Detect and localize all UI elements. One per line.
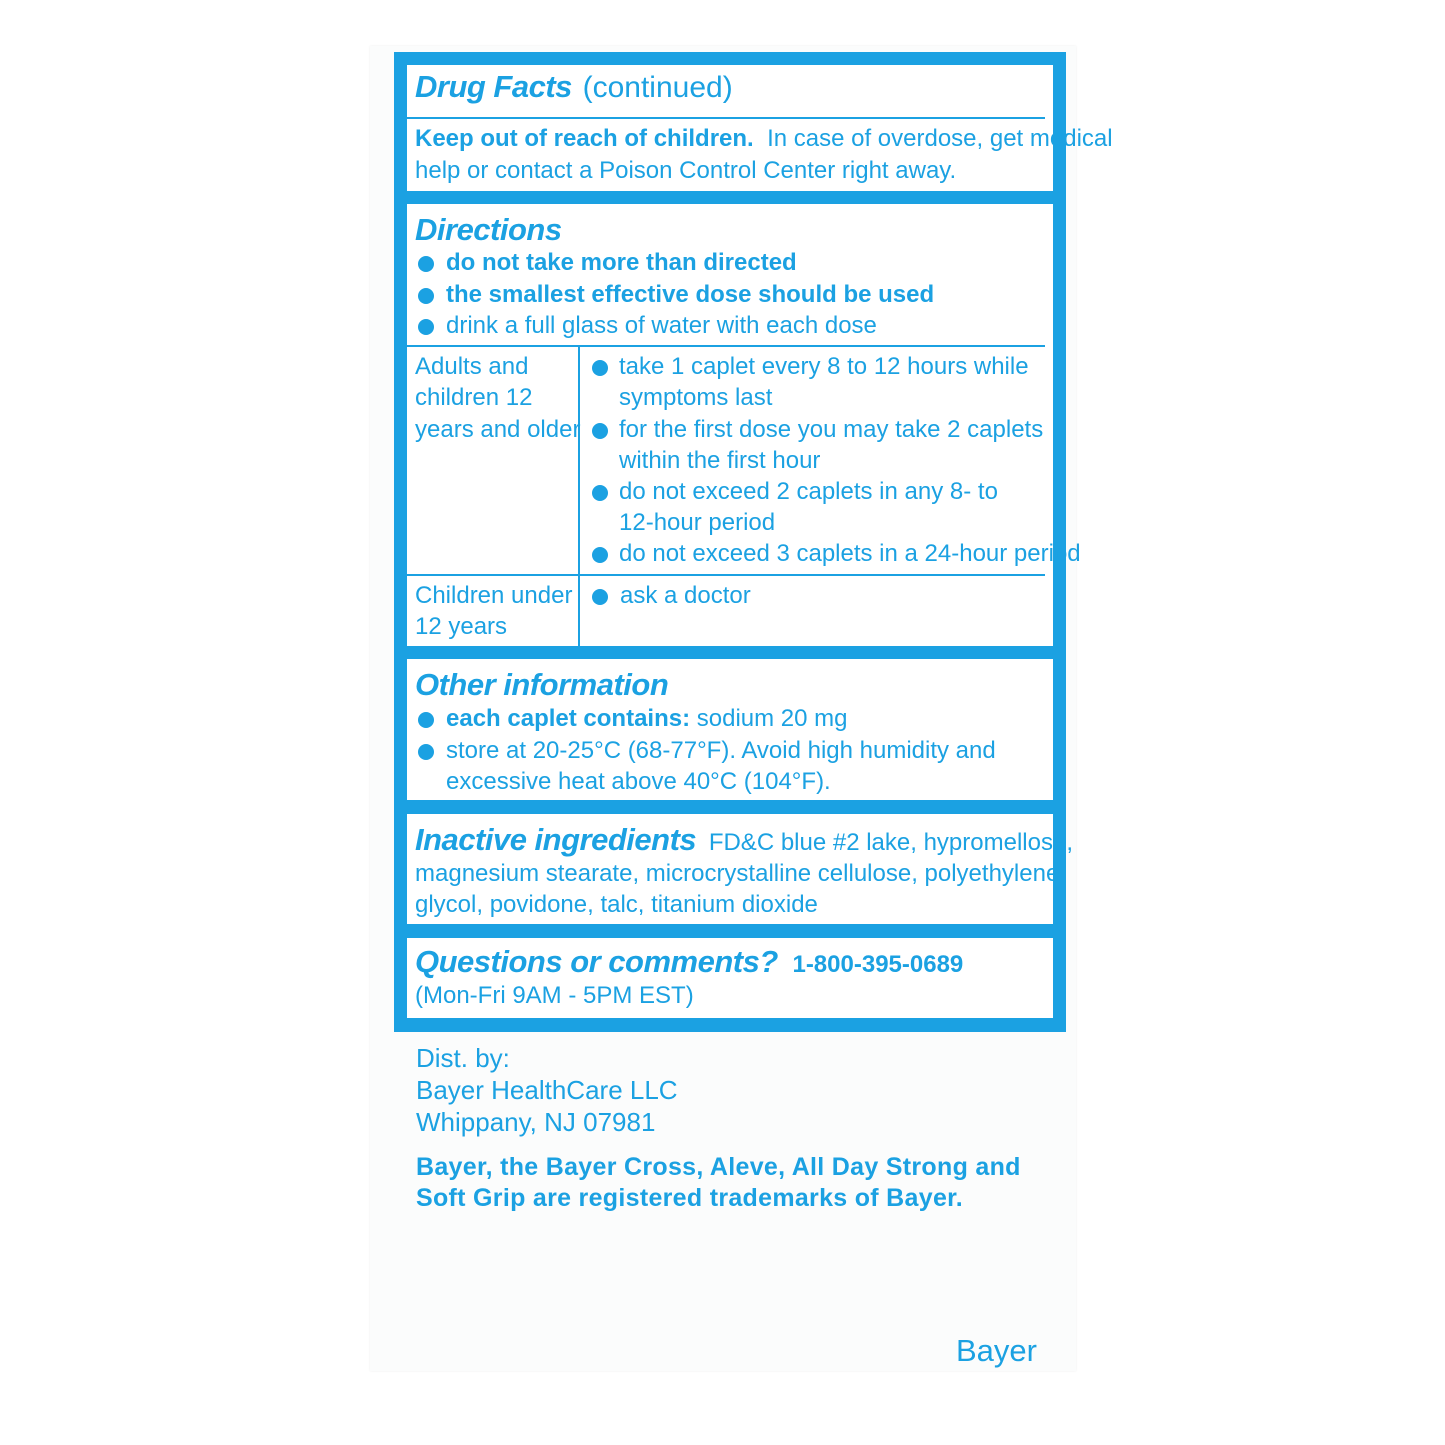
header-divider [407,117,1045,119]
bullet-icon [592,360,608,376]
inactive-ingredients-line-2: magnesium stearate, microcrystalline cellulose, polyethylene [415,860,1060,887]
adults-label-2: children 12 [415,384,533,411]
adults-dose-line: 12-hour period [619,509,776,536]
other-information-heading: Other information [415,667,669,702]
inactive-ingredients-line-3: glycol, povidone, talc, titanium dioxide [415,891,818,918]
directions-panel [407,204,1081,646]
bullet-icon [418,256,434,272]
brand-logo: Bayer [956,1333,1037,1368]
questions-heading: Questions or comments? [415,944,778,979]
children-label-1: Children under [415,582,573,609]
adults-dose-line: take 1 caplet every 8 to 12 hours while [619,353,1029,380]
table-top-rule [407,345,1045,347]
bullet-icon [418,712,434,728]
keep-out-heading: Keep out of reach of children. [415,125,754,152]
bullet-icon [418,319,434,335]
bullet-icon [592,423,608,439]
storage-line-2: excessive heat above 40°C (104°F). [446,768,831,795]
inactive-ingredients-heading: Inactive ingredients [415,822,697,857]
drug-facts-header-panel [407,65,1113,191]
adults-dose-line: within the first hour [619,447,821,474]
drug-facts-title: Drug Facts [415,69,572,104]
trademark-line-2: Soft Grip are registered trademarks of Bayer. [416,1184,964,1212]
questions-hours: (Mon-Fri 9AM - 5PM EST) [415,982,694,1009]
caplet-contains-label: each caplet contains: [446,705,691,732]
table-column-divider [578,345,580,646]
adults-dose-line: do not exceed 3 caplets in a 24-hour period [619,540,1081,567]
bullet-icon [418,744,434,760]
trademark-line-1: Bayer, the Bayer Cross, Aleve, All Day Strong and [416,1153,1021,1181]
distributor-line-3: Whippany, NJ 07981 [416,1107,656,1137]
bullet-icon [592,547,608,563]
distributor-line-1: Dist. by: [416,1043,510,1073]
keep-out-text-1: In case of overdose, get medical [767,125,1113,152]
direction-item: the smallest effective dose should be used [446,281,935,308]
caplet-contains-value: sodium 20 mg [696,705,848,732]
inactive-ingredients-line-1: FD&C blue #2 lake, hypromellose, [708,829,1073,856]
keep-out-text-2: help or contact a Poison Control Center right away. [415,157,957,184]
adults-label-1: Adults and [415,353,529,380]
storage-line-1: store at 20-25°C (68-77°F). Avoid high humidity and [446,737,996,764]
directions-heading: Directions [415,212,562,247]
distributor-line-2: Bayer HealthCare LLC [416,1075,678,1105]
adults-label-3: years and older [415,416,581,443]
bullet-icon [592,589,608,605]
adults-dose-line: for the first dose you may take 2 caplets [619,416,1044,443]
questions-phone: 1-800-395-0689 [792,951,964,978]
direction-item: do not take more than directed [446,249,797,276]
drug-facts-title-suffix: (continued) [582,71,733,104]
adults-dose-line: symptoms last [619,384,773,411]
children-label-2: 12 years [415,613,508,640]
direction-item: drink a full glass of water with each dose [446,312,877,339]
bullet-icon [592,485,608,501]
other-information-panel [407,659,1053,800]
table-middle-rule [407,574,1045,576]
questions-panel [407,938,1053,1018]
bullet-icon [418,288,434,304]
children-dose-line: ask a doctor [620,582,751,609]
adults-dose-line: do not exceed 2 caplets in any 8- to [619,478,998,505]
inactive-ingredients-panel [407,814,1073,924]
